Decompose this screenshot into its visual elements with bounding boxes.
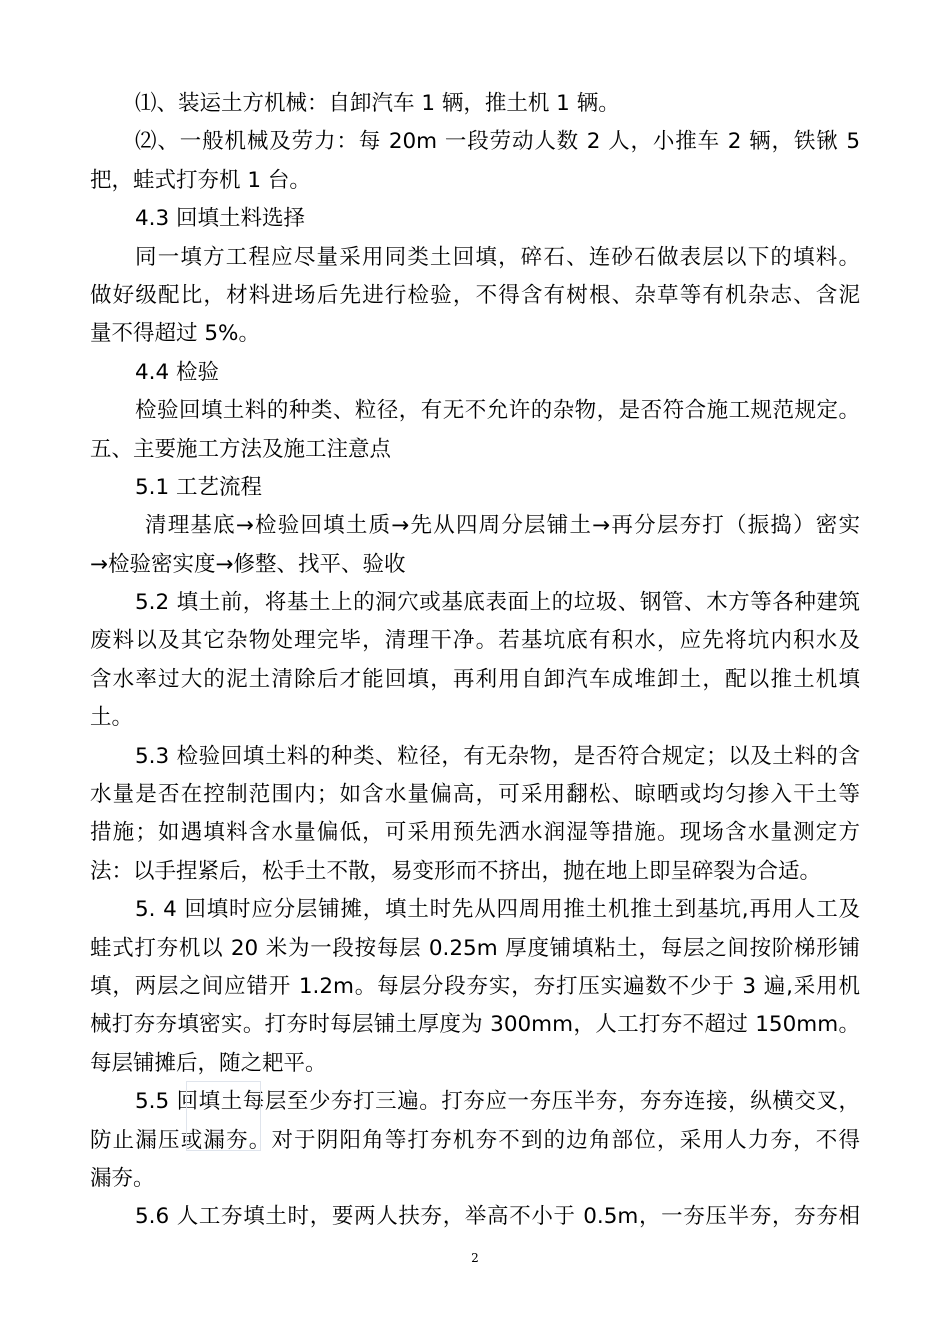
document-body	[90, 85, 860, 1237]
text-line: 量不得超过 5%。	[90, 321, 260, 347]
section-heading: 4.4 检验	[135, 359, 220, 385]
section-heading: 4.3 回填土料选择	[135, 206, 306, 232]
text-line: 漏夯。	[90, 1165, 155, 1191]
text-line: 清理基底→检验回填土质→先从四周分层铺土→再分层夯打（振捣）密实	[145, 513, 860, 539]
text-line: 废料以及其它杂物处理完毕，清理干净。若基坑底有积水，应先将坑内积水及	[90, 628, 860, 654]
text-line: 5.3 检验回填土料的种类、粒径，有无杂物，是否符合规定；以及土料的含	[135, 743, 860, 769]
text-line: 填，两层之间应错开 1.2m。每层分段夯实，夯打压实遍数不少于 3 遍,采用机	[90, 973, 860, 999]
text-line: 含水率过大的泥土清除后才能回填，再利用自卸汽车成堆卸土，配以推土机填	[90, 666, 860, 692]
text-line: 械打夯夯填密实。打夯时每层铺土厚度为 300mm，人工打夯不超过 150mm。	[90, 1012, 860, 1038]
text-line: 5. 4 回填时应分层铺摊，填土时先从四周用推土机推土到基坑,再用人工及	[135, 897, 860, 923]
text-line: 法：以手捏紧后，松手土不散，易变形而不挤出，抛在地上即呈碎裂为合适。	[90, 858, 822, 884]
section-heading: 5.1 工艺流程	[135, 474, 263, 500]
text-line: 蛙式打夯机以 20 米为一段按每层 0.25m 厚度铺填粘土，每层之间按阶梯形铺	[90, 935, 860, 961]
text-line: 做好级配比，材料进场后先进行检验，不得含有树根、杂草等有机杂志、含泥	[90, 282, 860, 308]
text-line: →检验密实度→修整、找平、验收	[90, 551, 406, 577]
text-line: 土。	[90, 705, 134, 731]
text-line: 5.6 人工夯填土时，要两人扶夯，举高不小于 0.5m，一夯压半夯，夯夯相	[135, 1204, 860, 1230]
text-line: 水量是否在控制范围内；如含水量偏高，可采用翻松、晾晒或均匀掺入干土等	[90, 782, 860, 808]
text-line: ⑵、一般机械及劳力：每 20m 一段劳动人数 2 人，小推车 2 辆，铁锹 5	[135, 129, 860, 155]
selection-marker	[186, 1081, 261, 1151]
page-number: 2	[471, 1251, 479, 1265]
text-line: 防止漏压或漏夯。对于阴阳角等打夯机夯不到的边角部位，采用人力夯，不得	[90, 1127, 860, 1153]
text-line: 措施；如遇填料含水量偏低，可采用预先洒水润湿等措施。现场含水量测定方	[90, 820, 860, 846]
text-line: 检验回填土料的种类、粒径，有无不允许的杂物，是否符合施工规范规定。	[135, 398, 860, 424]
text-line: 5.5 回填土每层至少夯打三遍。打夯应一夯压半夯，夯夯连接，纵横交叉，	[135, 1089, 860, 1115]
text-line: 每层铺摊后，随之耙平。	[90, 1050, 327, 1076]
text-line: 把，蛙式打夯机 1 台。	[90, 167, 311, 193]
text-line: 5.2 填土前，将基土上的洞穴或基底表面上的垃圾、钢管、木方等各种建筑	[135, 590, 860, 616]
text-line: 同一填方工程应尽量采用同类土回填，碎石、连砂石做表层以下的填料。	[135, 244, 860, 270]
text-line: ⑴、装运土方机械：自卸汽车 1 辆，推土机 1 辆。	[135, 91, 620, 116]
chapter-heading: 五、主要施工方法及施工注意点	[90, 436, 392, 462]
